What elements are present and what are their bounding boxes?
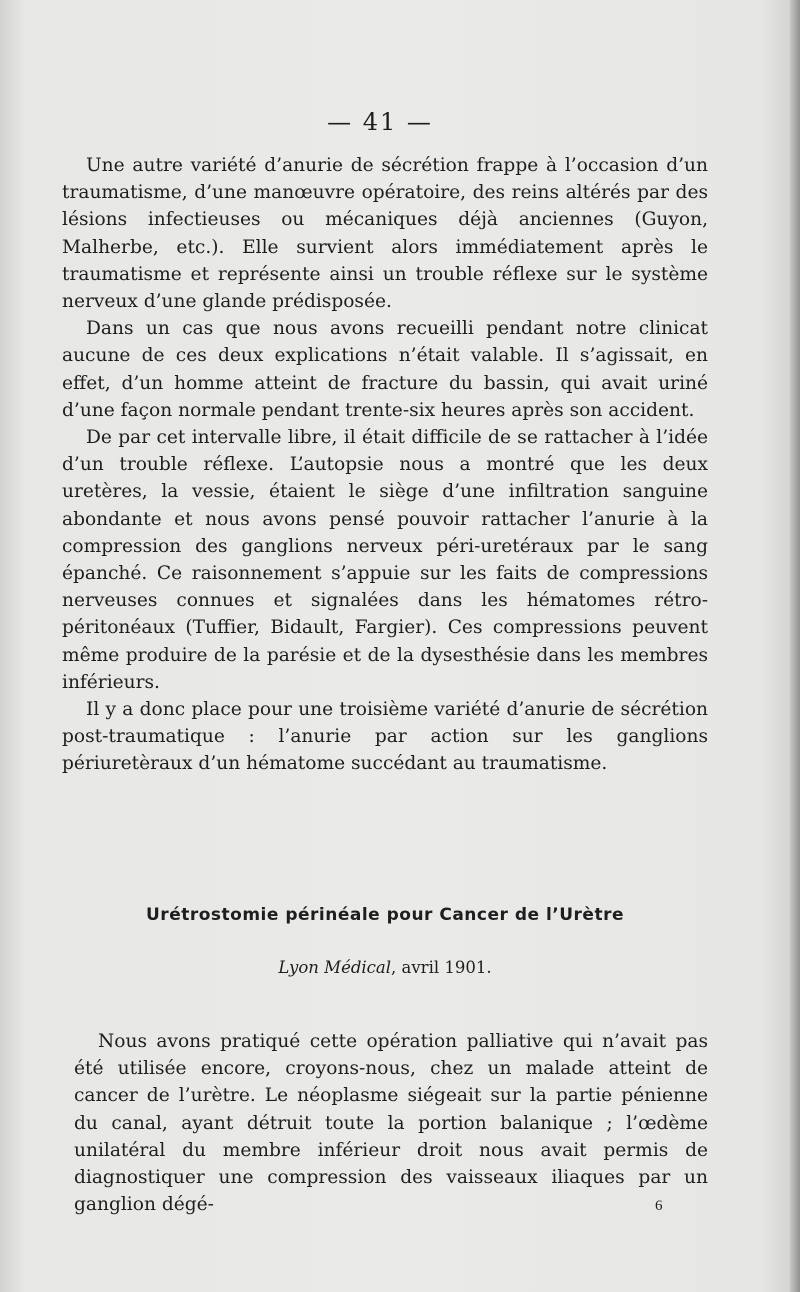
source-date: , avril 1901.	[391, 958, 492, 977]
article-title: Urétrostomie périnéale pour Cancer de l’Urètre	[146, 905, 624, 925]
paragraph: Nous avons pratiqué cette opération palliative qui n’avait pas été utilisée encore, croyons-nous, chez un malade atteint de cancer de l’urètre. Le néoplasme siégeait sur la partie pénienne du canal, ayant détruit toute la portion balanique ; l’œdème unilatéral du membre inférieur droit nous avait permis de diagnostiquer une compression des vaisseaux iliaques par un ganglion dégé-	[74, 1031, 708, 1216]
signature-mark: 6	[655, 1198, 663, 1214]
page-number: — 41 —	[327, 108, 433, 136]
page-spine-shadow	[790, 0, 800, 1292]
article-source	[62, 958, 708, 977]
paragraph: Dans un cas que nous avons recueilli pendant notre clinicat aucune de ces deux explications n’était valable. Il s’agissait, en effet, d’un homme atteint de fracture du bassin, qui avait uriné d’une façon normale pendant trente-six heures après son accident.	[62, 318, 708, 421]
paragraph: De par cet intervalle libre, il était difficile de se rattacher à l’idée d’un trouble réflexe. L’autopsie nous a montré que les deux uretères, la vessie, étaient le siège d’une infiltration sanguine abondante et nous avons pensé pouvoir rattacher l’anurie à la compression des ganglions nerveux péri-uretéraux par le sang épanché. Ce raisonnement s’appuie sur les faits de compressions nerveuses connues et signalées dans les hématomes rétro-péritonéaux (Tuffier, Bidault, Fargier). Ces compressions peuvent même produire de la parésie et de la dysesthésie dans les membres inférieurs.	[62, 427, 708, 693]
paragraph: Une autre variété d’anurie de sécrétion frappe à l’occasion d’un traumatisme, d’une manœuvre opératoire, des reins altérés par des lésions infectieuses ou mécaniques déjà anciennes (Guyon, Malherbe, etc.). Elle survient alors immédiatement après le traumatisme et représente ainsi un trouble réflexe sur le système nerveux d’une glande prédisposée.	[62, 155, 708, 313]
source-journal: Lyon Médical	[278, 958, 392, 977]
article-body-text	[74, 1028, 708, 1218]
paragraph: Il y a donc place pour une troisième variété d’anurie de sécrétion post-traumatique : l’anurie par action sur les ganglions périuretèraux d’un hématome succédant au traumatisme.	[62, 699, 708, 775]
previous-article-text	[62, 152, 708, 778]
